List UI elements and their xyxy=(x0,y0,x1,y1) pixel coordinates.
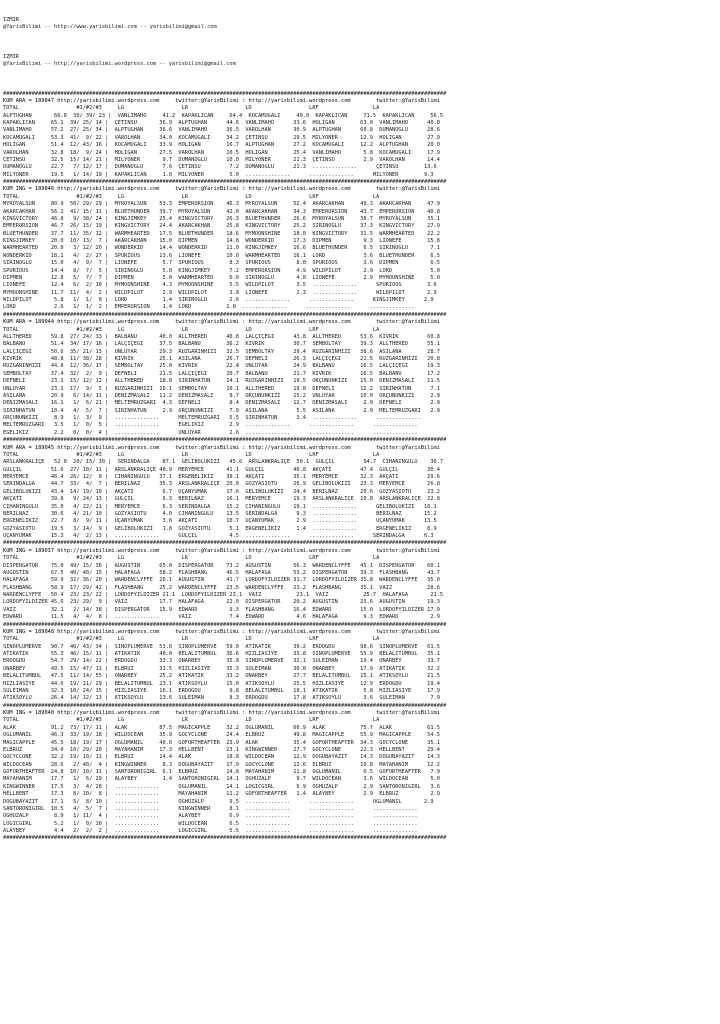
separator-line: ########################################################################################################################################### xyxy=(3,540,447,547)
table-header-row: TOTAL #1/#2/#3 LG LR LD LRF LA xyxy=(3,717,380,724)
separator-line: ########################################################################################################################################### xyxy=(3,179,447,185)
table-row: VAIZ 32.1 2/ 14/ 38 | DISPERGATÖR 15.9 EDWARD 9.3 FLASHBANG 16.4 EDWARD 15.0 LORDOFYILDIZER 17.9 xyxy=(3,606,440,613)
table-row: LIONEFE 12.4 6/ 2/ 10 | MYMOONSHINE 4.3 MYMOONSHINE 5.5 WILDPILOT 3.5 .............. SPURIOUS 3.6 xyxy=(3,282,437,289)
race-title: KUM ING = 189040 http://yarisbilimi.wordpress.com twitter:@YarisBilimi : http://yarisbilimi.wordpress.com twitter:@YarisBilimi xyxy=(3,710,440,716)
table-row: KIVRIK 48.8 11/ 38/ 28 | KIVRIK 25.1 ASILANA 26.7 DEFNELI 26.3 LALÇIÇEGI 21.5 RÜZGARINHIZI 20.8 xyxy=(3,356,440,362)
separator-line: ########################################################################################################################################### xyxy=(3,90,447,97)
table-row: HELLBENT 17.3 8/ 10/ 8 | .............. MAYAHANIM 11.2 GOFORTHEAFTER 1.4 ALAYBEY 2.9 ELBRUZ 2.9 xyxy=(3,791,440,798)
table-row: KAPAKLICAN 65.1 39/ 25/ 14 | ÇETINSU 36.9 ALPTUGHAN 44.6 VANLIMAHO 33.6 HOLIGAN 63.0 VANLIMAHO 40.8 xyxy=(3,120,440,126)
table-row: DUMANOGLU 22.7 7/ 12/ 17 | DUMANOGLU 7.6 ÇETINSU 7.2 DUMANOGLU 21.3 .............. ÇETINSU 13.6 xyxy=(3,164,437,171)
table-row: GOFORTHEAFTER 24.8 10/ 10/ 11 | SANTORONIGIRL 6.1 ELBRUZ 14.8 MAYAHANIM 11.8 OGLUMANIL 6.5 GOFORTHEAFTER 7.9 xyxy=(3,769,440,775)
table-row: ELBRUZ 34.0 10/ 29/ 20 | MAYAHANIM 17.3 HELLBENT 23.1 KINGWINNER 27.7 GOCYCLONE 22.3 HELLBENT 29.4 xyxy=(3,746,440,753)
table-row: BERILNAZ 30.6 4/ 21/ 10 | GÖZYASIOTU 4.0 CIHANINGÜLÜ 13.5 SERINDALGA 9.3 .............. BERILNAZ 15.2 xyxy=(3,510,437,517)
table-row: ÇETINSU 32.5 15/ 14/ 21 | MILYONER 9.7 DUMANOGLU 10.0 MILYONER 21.3 ÇETINSU 2.9 VAROLHAN 14.4 xyxy=(3,156,440,163)
race-section xyxy=(3,179,717,312)
table-row: SPURIOUS 14.4 8/ 7/ 5 | SIRINOGLU 5.0 KINGJIMKEY 7.2 EMPERORSION 4.9 WILDPILOT 2.9 LORD 5.0 xyxy=(3,267,440,274)
table-row: VAROLHAN 32.8 18/ 9/ 24 | HOLIGAN 27.5 VAROLHAN 10.5 HOLIGAN 25.4 VANLIMAHO 5.8 KOCAMUGALI 17.9 xyxy=(3,149,440,156)
table-row: KINGWINNER 17.5 3/ 4/ 28 | .............. OGLUMANIL 14.1 LOGICGIRL 6.9 OGHUZALP 2.9 SANTORONIGIRL 3.6 xyxy=(3,783,440,790)
table-row: SANTORONIGIRL 10.5 4/ 5/ 7 | .............. KINGWINNER 8.1 .............. .............. .............. xyxy=(3,805,431,812)
race-title: KUM ING = 189046 http://yarisbilimi.wordpress.com twitter:@YarisBilimi : http://yarisbilimi.wordpress.com twitter:@YarisBilimi xyxy=(3,186,440,193)
table-row: ERGENELIKIZ 22.7 8/ 9/ 11 | UÇANYUMAK 3.6 AKÇATI 10.7 UÇANYUMAK 2.9 .............. UÇANYUMAK 13.5 xyxy=(3,518,437,525)
table-row: MYMOONSHINE 11.7 11/ 4/ 2 | WILDPILOT 2.9 WILDPILOT 3.8 LIONEFE 2.3 .............. WILDPILOT 2.9 xyxy=(3,289,437,296)
table-row: ALAK 91.2 73/ 17/ 11 | ALAK 87.5 MAGICAPPLE 32.2 OGLUMANIL 60.9 ALAK 75.7 ALAK 61.5 xyxy=(3,724,440,731)
separator-line: ########################################################################################################################################### xyxy=(3,702,447,709)
table-row: ÜNLÜYAR 23.1 17/ 9/ 5 | RÜZGARINHIZI 16.1 SEMBOLTAY 10.1 ALLTHERED 19.0 DEFNELI 12.2 SIRINHATUN 7.1 xyxy=(3,385,440,392)
table-row: UÇANYUMAK 15.3 4/ 2/ 13 | .............. GÜLÇIL 4.5 .............. .............. SERINDALGA 6.3 xyxy=(3,533,434,539)
table-row: DEFNELI 23.1 15/ 12/ 12 | ALLTHERED 18.8 SIRINHATUN 14.1 RÜZGARINHIZI 19.5 ORÇUNUNKIZI 15.0 DENIZMASALI 11.5 xyxy=(3,378,440,385)
table-header-row: TOTAL #1/#2/#3 LG LR LD LRF LA xyxy=(3,326,380,333)
race-title: KUM ING = 189048 http://yarisbilimi.wordpress.com twitter:@YarisBilimi : http://yarisbilimi.wordpress.com twitter:@YarisBilimi xyxy=(3,628,440,635)
table-row: EDWARD 11.5 4/ 4/ 8 | .............. VAIZ 7.4 EDWARD 4.6 HALAFAGA 9.3 EDWARD 2.9 xyxy=(3,614,440,621)
table-header-row: TOTAL #1/#2/#3 LG LR LD LRF LA xyxy=(3,555,380,562)
race-title: KUM ARA = 189047 http://yarisbilimi.wordpress.com twitter:@YarisBilimi : http://yarisbilimi.wordpress.com twitter:@YarisBilimi xyxy=(3,97,440,104)
table-row: DOGUBAYAZIT 17.1 5/ 8/ 10 | .............. OGHUZALP 9.5 .............. .............. OGLUMANIL 2.9 xyxy=(3,798,434,805)
table-row: WILDOCEAN 28.6 2/ 40/ 4 | KINGWINNER 8.3 DOGUBAYAZIT 17.9 GOCYCLONE 12.6 ELBRUZ 10.8 MAYAHANIM 12.2 xyxy=(3,761,440,768)
table-header-row: TOTAL #1/#2/#3 LG LR LD LRF LA xyxy=(3,636,380,643)
table-row: WILDPILOT 5.8 1/ 1/ 8 | LORD 1.4 SIRINOGLU 2.6 .............. .............. KINGJIMKEY 2.9 xyxy=(3,297,434,303)
table-row: ONARBEY 49.5 15/ 47/ 11 | ELBRUZ 31.5 HIZLIASIYE 35.3 SULEIMAN 30.0 ONARBEY 17.9 ATIKATIK 32.2 xyxy=(3,665,440,672)
table-row: MERYEMCE 46.4 26/ 12/ 8 | CIHANINGÜLÜ 37.1 ERGENELIKIZ 39.1 AKÇATI 35.1 MERYEMCE 32.3 AKÇATI 29.6 xyxy=(3,474,440,480)
table-row: LALÇIÇEGI 50.6 35/ 21/ 13 | ÜNLÜYAR 29.3 RÜZGARINHIZI 32.5 SEMBOLTAY 29.4 RÜZGARINHIZI 38.6 ASILANA 28.7 xyxy=(3,348,440,355)
table-row: MILYONER 19.5 1/ 14/ 19 | KAPAKLICAN 1.8 MILYONER 5.0 .............. .............. MILYONER 9.3 xyxy=(3,171,434,178)
race-section xyxy=(3,312,717,437)
header-line xyxy=(3,46,717,53)
separator-line: ########################################################################################################################################### xyxy=(3,311,447,318)
table-row: OGHUZALP 8.9 1/ 11/ 4 | .............. ALAYBEY 6.9 .............. .............. .............. xyxy=(3,813,431,820)
separator-line: ########################################################################################################################################### xyxy=(3,621,447,628)
table-row: LOGICGIRL 5.2 1/ 0/ 10 | .............. WILDOCEAN 6.5 .............. .............. .............. xyxy=(3,820,431,827)
race-section xyxy=(3,91,717,180)
table-row: AUGUSTIN 67.5 40/ 40/ 15 | HALAFAGA 58.2 FLASHBANG 46.5 HALAFAGA 53.2 DISPERGATÖR 39.3 FLASHBANG 43.7 xyxy=(3,569,440,576)
table-row: DENIZMASALI 16.1 1/ 6/ 21 | MELTEMRÜZGARI 4.3 DEFNELI 8.4 DENIZMASALI 12.7 DENIZMASALI 2.9 DEFNELI 2.9 xyxy=(3,400,440,407)
table-row: AKÇATI 39.8 9/ 24/ 13 | GÜLÇIL 6.3 BERILNAZ 16.1 MERYEMCE 19.3 ARSLANKRALIÇE 10.8 ARSLANKRALIÇE 22.8 xyxy=(3,496,440,503)
table-row: MAGICAPPLE 45.5 18/ 19/ 17 | OGLUMANIL 40.6 GOFORTHEAFTER 23.9 ALAK 35.4 GOFORTHEAFTER 34.3 GOCYCLONE 35.1 xyxy=(3,739,440,746)
table-row: HIZLIASIYE 44.6 19/ 21/ 29 | BELALITUMBUL 23.1 ATIKSOYLU 15.0 ATIKSOYLU 25.5 HIZLIASIYE 12.9 ERDOGDU 19.4 xyxy=(3,680,440,687)
table-row: SULEIMAN 32.3 10/ 24/ 15 | HIZLIASIYE 16.1 ERDOGDU 9.8 BELALITUMBUL 18.1 ATIKATIK 5.8 HIZLIASIYE 17.9 xyxy=(3,687,440,694)
table-row: CIHANINGÜLÜ 35.0 4/ 22/ 21 | MERYEMCE 6.3 SERINDALGA 15.2 CIHANINGÜLÜ 19.1 .............. GELIBOLUKIZI 16.1 xyxy=(3,503,437,510)
table-row: SERINDALGA 44.7 33/ 4/ 7 | BERILNAZ 35.3 ARSLANKRALIÇE 20.0 GÖZYASIOTU 26.9 GELIBOLUKIZI 23.3 MERYEMCE 26.8 xyxy=(3,481,440,488)
race-section xyxy=(3,437,717,540)
table-row: WONDERKID 18.1 4/ 2/ 27 | SPURIOUS 13.6 LIONEFE 10.0 WARMHEARTED 16.1 LORD 3.6 BLUETHUNDER 6.5 xyxy=(3,252,440,259)
table-row: ASILANA 20.9 6/ 14/ 11 | DENIZMASALI 11.2 DENIZMASALI 8.7 ORÇUNUNKIZI 15.2 ÜNLÜYAR 10.0 ORÇUNUNKIZI 2.9 xyxy=(3,392,440,399)
table-row: ATIKATIK 55.3 46/ 15/ 11 | ATIKATIK 40.0 BELALITUMBUL 36.6 HIZLIASIYE 33.8 SINOPLUMERVE 55.9 BELALITUMBUL 35.1 xyxy=(3,651,440,657)
race-title: KUM ARA = 189045 http://yarisbilimi.wordpress.com twitter:@YarisBilimi : http://yarisbilimi.wordpress.com twitter:@YarisBilimi xyxy=(3,444,440,451)
table-row: MYROYALSUN 80.9 50/ 29/ 29 | MYROYALSUN 53.3 EMPERORSION 46.3 MYROYALSUN 52.4 AKARCAKHAN 49.3 AKARCAKHAN 47.9 xyxy=(3,201,440,208)
table-row: KOCAMUGALI 53.3 41/ 9/ 22 | VAROLHAN 34.0 KOCAMUGALI 34.2 ÇETINSU 29.5 MILYONER 12.9 HOLIGAN 27.9 xyxy=(3,134,440,141)
header-line: @YarisBilimi -- http://www.yarisbilimi.com -- yarisbilimi@gmail.com xyxy=(3,24,217,31)
header-line xyxy=(3,32,717,39)
table-row: ORÇUNUNKIZI 8.9 1/ 3/ 9 | .............. MELTEMRÜZGARI 5.5 SIRINHATUN 3.4 .............. .............. xyxy=(3,415,434,421)
table-row: OGLUMANIL 46.3 33/ 19/ 18 | WILDOCEAN 35.9 GOCYCLONE 24.4 ELBRUZ 49.8 MAGICAPPLE 55.9 MAGICAPPLE 54.5 xyxy=(3,732,440,739)
table-row: WARMHEARTED 20.0 3/ 12/ 20 | WONDERKID 14.4 WONDERKID 11.0 KINGJIMKEY 16.6 BLUETHUNDER 6.5 SIRINOGLU 7.1 xyxy=(3,245,440,252)
table-row: GOCYCLONE 32.2 19/ 10/ 11 | ELBRUZ 14.4 ALAK 18.8 WILDOCEAN 12.9 DOGUBAYAZIT 14.3 DOGUBAYAZIT 14.3 xyxy=(3,754,440,761)
table-header-row: TOTAL #1/#2/#3 LG LR LD LRF LA xyxy=(3,451,380,458)
header-line: IZMIR xyxy=(3,16,19,23)
table-row: ATIKSOYLU 26.4 14/ 12/ 13 | ATIKSOYLU 13.6 SULEIMAN 8.3 ERDOGDU 17.8 ATIKSOYLU 3.6 SULEIMAN 7.9 xyxy=(3,695,440,702)
race-section xyxy=(3,703,717,836)
header-line xyxy=(3,68,717,75)
table-row: ALLTHERED 59.8 27/ 24/ 33 | BALBANU 40.0 ALLTHERED 40.8 LALÇIÇEGI 43.8 ALLTHERED 53.6 KIVRIK 60.8 xyxy=(3,333,440,340)
header-block xyxy=(3,17,717,76)
table-row: DISPERGATÖR 75.0 49/ 15/ 36 | AUGUSTIN 65.0 DISPERGATÖR 73.2 AUGUSTIN 56.3 WARDENCLYFFE 45.1 DISPERGATÖR 60.1 xyxy=(3,562,440,569)
table-row: ARSLANKRALIÇE 52.0 20/ 15/ 30 | SERINDALGA 87.1 GELIBOLUKIZI 45.6 ARSLANKRALIÇE 50.1 GÜLÇIL 94.7 CIHANINGÜLÜ 36.7 xyxy=(3,459,444,466)
table-row: MAYAHANIM 17.7 1/ 6/ 29 | ALAYBEY 1.4 SANTORONIGIRL 14.1 OGHUZALP 9.7 WILDOCEAN 3.6 WILDOCEAN 5.0 xyxy=(3,776,440,783)
race-title: KUM ING = 189037 http://yarisbilimi.wordpress.com twitter:@YarisBilimi : http://yarisbilimi.wordpress.com twitter:@YarisBilimi xyxy=(3,547,440,554)
table-row: LORDOFYILDIZER 45.6 23/ 29/ 9 | VAIZ 17.7 HALAFAGA 22.0 DISPERGATÖR 20.2 AUGUSTIN 23.6 AUGUSTIN 19.3 xyxy=(3,599,440,606)
table-row: SINOPLUMERVE 90.7 46/ 43/ 34 | SINOPLUMERVE 53.6 SINOPLUMERVE 59.0 ATIKATIK 39.2 ERDOGDU 98.6 SINOPLUMERVE 61.5 xyxy=(3,643,440,650)
race-title: KUM ARA = 189044 http://yarisbilimi.wordpress.com twitter:@YarisBilimi : http://yarisbilimi.wordpress.com twitter:@YarisBilimi xyxy=(3,319,440,326)
table-row: WARDENCLYFFE 50.4 23/ 23/ 22 | LORDOFYILDIZER 21.1 LORDOFYILDIZER 23.1 VAIZ 23.1 VAIZ 25.7 HALAFAGA 21.5 xyxy=(3,592,444,598)
table-row: BELALITUMBUL 47.5 11/ 14/ 55 | ONARBEY 25.2 ATIKATIK 33.2 ONARBEY 27.7 BELALITUMBUL 15.1 ATIKSOYLU 21.5 xyxy=(3,673,440,680)
race-section xyxy=(3,540,717,621)
table-row: HALAFAGA 59.9 32/ 36/ 20 | WARDENCLYFFE 26.1 AUGUSTIN 41.7 LORDOFYILDIZER 31.7 LORDOFYILDIZER 35.8 WARDENCLYFFE 35.0 xyxy=(3,577,440,584)
table-row: SIRINHATUN 10.4 4/ 5/ 7 | SIRINHATUN 2.9 ORÇUNUNKIZI 7.9 ASILANA 5.5 ASILANA 2.9 MELTEMRÜZGARI 2.9 xyxy=(3,407,440,414)
table-row: KINGVICTORY 46.8 9/ 38/ 24 | KINGJIMKEY 25.4 KINGVICTORY 26.3 BLUETHUNDER 26.6 MYROYALSUN 38.7 MYROYALSUN 35.1 xyxy=(3,215,440,222)
table-row: AKARCAKHAN 56.1 41/ 15/ 11 | BLUETHUNDER 39.7 MYROYALSUN 42.0 AKARCAKHAN 34.3 EMPERORSION 43.7 EMPERORSION 40.8 xyxy=(3,208,440,215)
separator-line: ########################################################################################################################################### xyxy=(3,437,447,444)
table-row: ALPTUGHAN 66.8 30/ 39/ 23 | VANLIMAHO 41.2 KAPAKLICAN 64.4 KOCAMUGALI 40.0 KAPAKLICAN 71.5 KAPAKLICAN 56.5 xyxy=(3,112,444,119)
table-row: EMPERORSION 46.7 26/ 15/ 19 | KINGVICTORY 24.4 AKARCAKHAN 25.8 KINGVICTORY 25.2 SIRINOGLU 37.3 KINGVICTORY 27.9 xyxy=(3,223,440,230)
table-row: SIRINOGLU 15.0 4/ 9/ 7 | LIONEFE 5.7 SPURIOUS 8.3 SPURIOUS 8.0 SPURIOUS 3.6 DIPMEN 6.5 xyxy=(3,260,440,267)
table-row: BLUETHUNDER 37.7 11/ 35/ 12 | WARMHEARTED 17.5 BLUETHUNDER 18.6 MYMOONSHINE 18.0 KINGVICTORY 31.5 WARMHEARTED 22.2 xyxy=(3,230,440,237)
table-row: VANLIMAHO 57.2 27/ 25/ 34 | ALPTUGHAN 36.6 VANLIMAHO 36.5 VAROLHAN 30.9 ALPTUGHAN 60.8 DUMANOGLU 28.6 xyxy=(3,127,440,134)
table-row: MELTEMRÜZGARI 3.5 1/ 0/ 5 | .............. EGELIKIZ 2.9 .............. .............. .............. xyxy=(3,422,431,429)
header-line xyxy=(3,39,717,46)
table-row: ERDOGDU 54.7 29/ 14/ 22 | ERDOGDU 33.3 ONARBEY 35.8 SINOPLUMERVE 32.1 SULEIMAN 19.4 ONARBEY 33.7 xyxy=(3,658,440,665)
race-section xyxy=(3,622,717,703)
table-header-row: TOTAL #1/#2/#3 LG LR LD LRF LA xyxy=(3,193,380,200)
table-row: GÖZYASIOTU 19.5 3/ 14/ 9 | GELIBOLUKIZI 1.8 GÖZYASIOTU 5.1 ERGENELIKIZ 1.4 .............. ERGENELIKIZ 8.9 xyxy=(3,525,437,532)
table-row: EGELIKIZ 2.2 0/ 0/ 4 | .............. ÜNLÜYAR 2.6 .............. .............. .............. xyxy=(3,429,431,436)
table-row: FLASHBANG 58.9 17/ 29/ 42 | FLASHBANG 25.2 WARDENCLYFFE 23.5 WARDENCLYFFE 23.2 FLASHBANG 35.1 VAIZ 28.6 xyxy=(3,584,440,591)
header-line: @YarisBilimi -- http://yarisbilimi.wordpress.com -- yarisbilimi@gmail.com xyxy=(3,61,236,67)
table-row: ALAYBEY 4.4 2/ 2/ 2 | .............. LOGICGIRL 5.5 .............. .............. .............. xyxy=(3,828,431,834)
table-row: SEMBOLTAY 37.4 32/ 2/ 9 | DEFNELI 21.5 LALÇIÇEGI 20.7 BALBANU 21.7 KIVRIK 16.5 BALBANU 17.2 xyxy=(3,370,440,377)
table-row: GELIBOLUKIZI 43.4 14/ 19/ 19 | AKÇATI 6.7 UÇANYUMAK 17.6 GELIBOLUKIZI 24.4 BERILNAZ 20.6 GÖZYASIOTU 23.2 xyxy=(3,488,440,495)
table-row: RÜZGARINHIZI 44.8 12/ 36/ 17 | SEMBOLTAY 25.0 KIVRIK 22.4 ÜNLÜYAR 24.9 BALBANU 16.5 LALÇIÇEGI 19.3 xyxy=(3,363,440,370)
table-header-row: TOTAL #1/#2/#3 LG LR LD LRF LA xyxy=(3,105,380,112)
table-row: GÜLÇIL 51.6 27/ 10/ 11 | ARSLANKRALIÇE 40.9 MERYEMCE 41.1 GÜLÇIL 40.8 AKÇATI 47.4 GÜLÇIL 30.4 xyxy=(3,466,440,473)
table-row: DIPMEN 12.8 5/ 7/ 7 | DIPMEN 5.0 WARMHEARTED 6.0 SIRINOGLU 4.0 LIONEFE 2.9 MYMOONSHINE 5.0 xyxy=(3,274,440,281)
header-line: IZMIR xyxy=(3,53,19,60)
table-row: BALBANU 51.4 34/ 17/ 16 | LALÇIÇEGI 37.5 BALBANU 36.2 KIVRIK 30.7 SEMBOLTAY 39.3 ALLTHERED 55.1 xyxy=(3,341,440,348)
table-row: KINGJIMKEY 20.0 10/ 13/ 7 | AKARCAKHAN 15.0 DIPMEN 14.8 WONDERKID 17.3 DIPMEN 9.3 LIONEFE 15.8 xyxy=(3,238,440,244)
table-row: HOLIGAN 51.4 12/ 43/ 16 | KOCAMUGALI 33.9 HOLIGAN 16.7 ALPTUGHAN 27.2 KOCAMUGALI 12.2 ALPTUGHAN 20.0 xyxy=(3,142,440,149)
races-block xyxy=(3,91,717,843)
separator-line: ########################################################################################################################################### xyxy=(3,835,447,842)
table-row: LORD 2.6 1/ 1/ 2 | EMPERORSION 1.4 LORD 1.0 .............. .............. .............. xyxy=(3,304,428,311)
